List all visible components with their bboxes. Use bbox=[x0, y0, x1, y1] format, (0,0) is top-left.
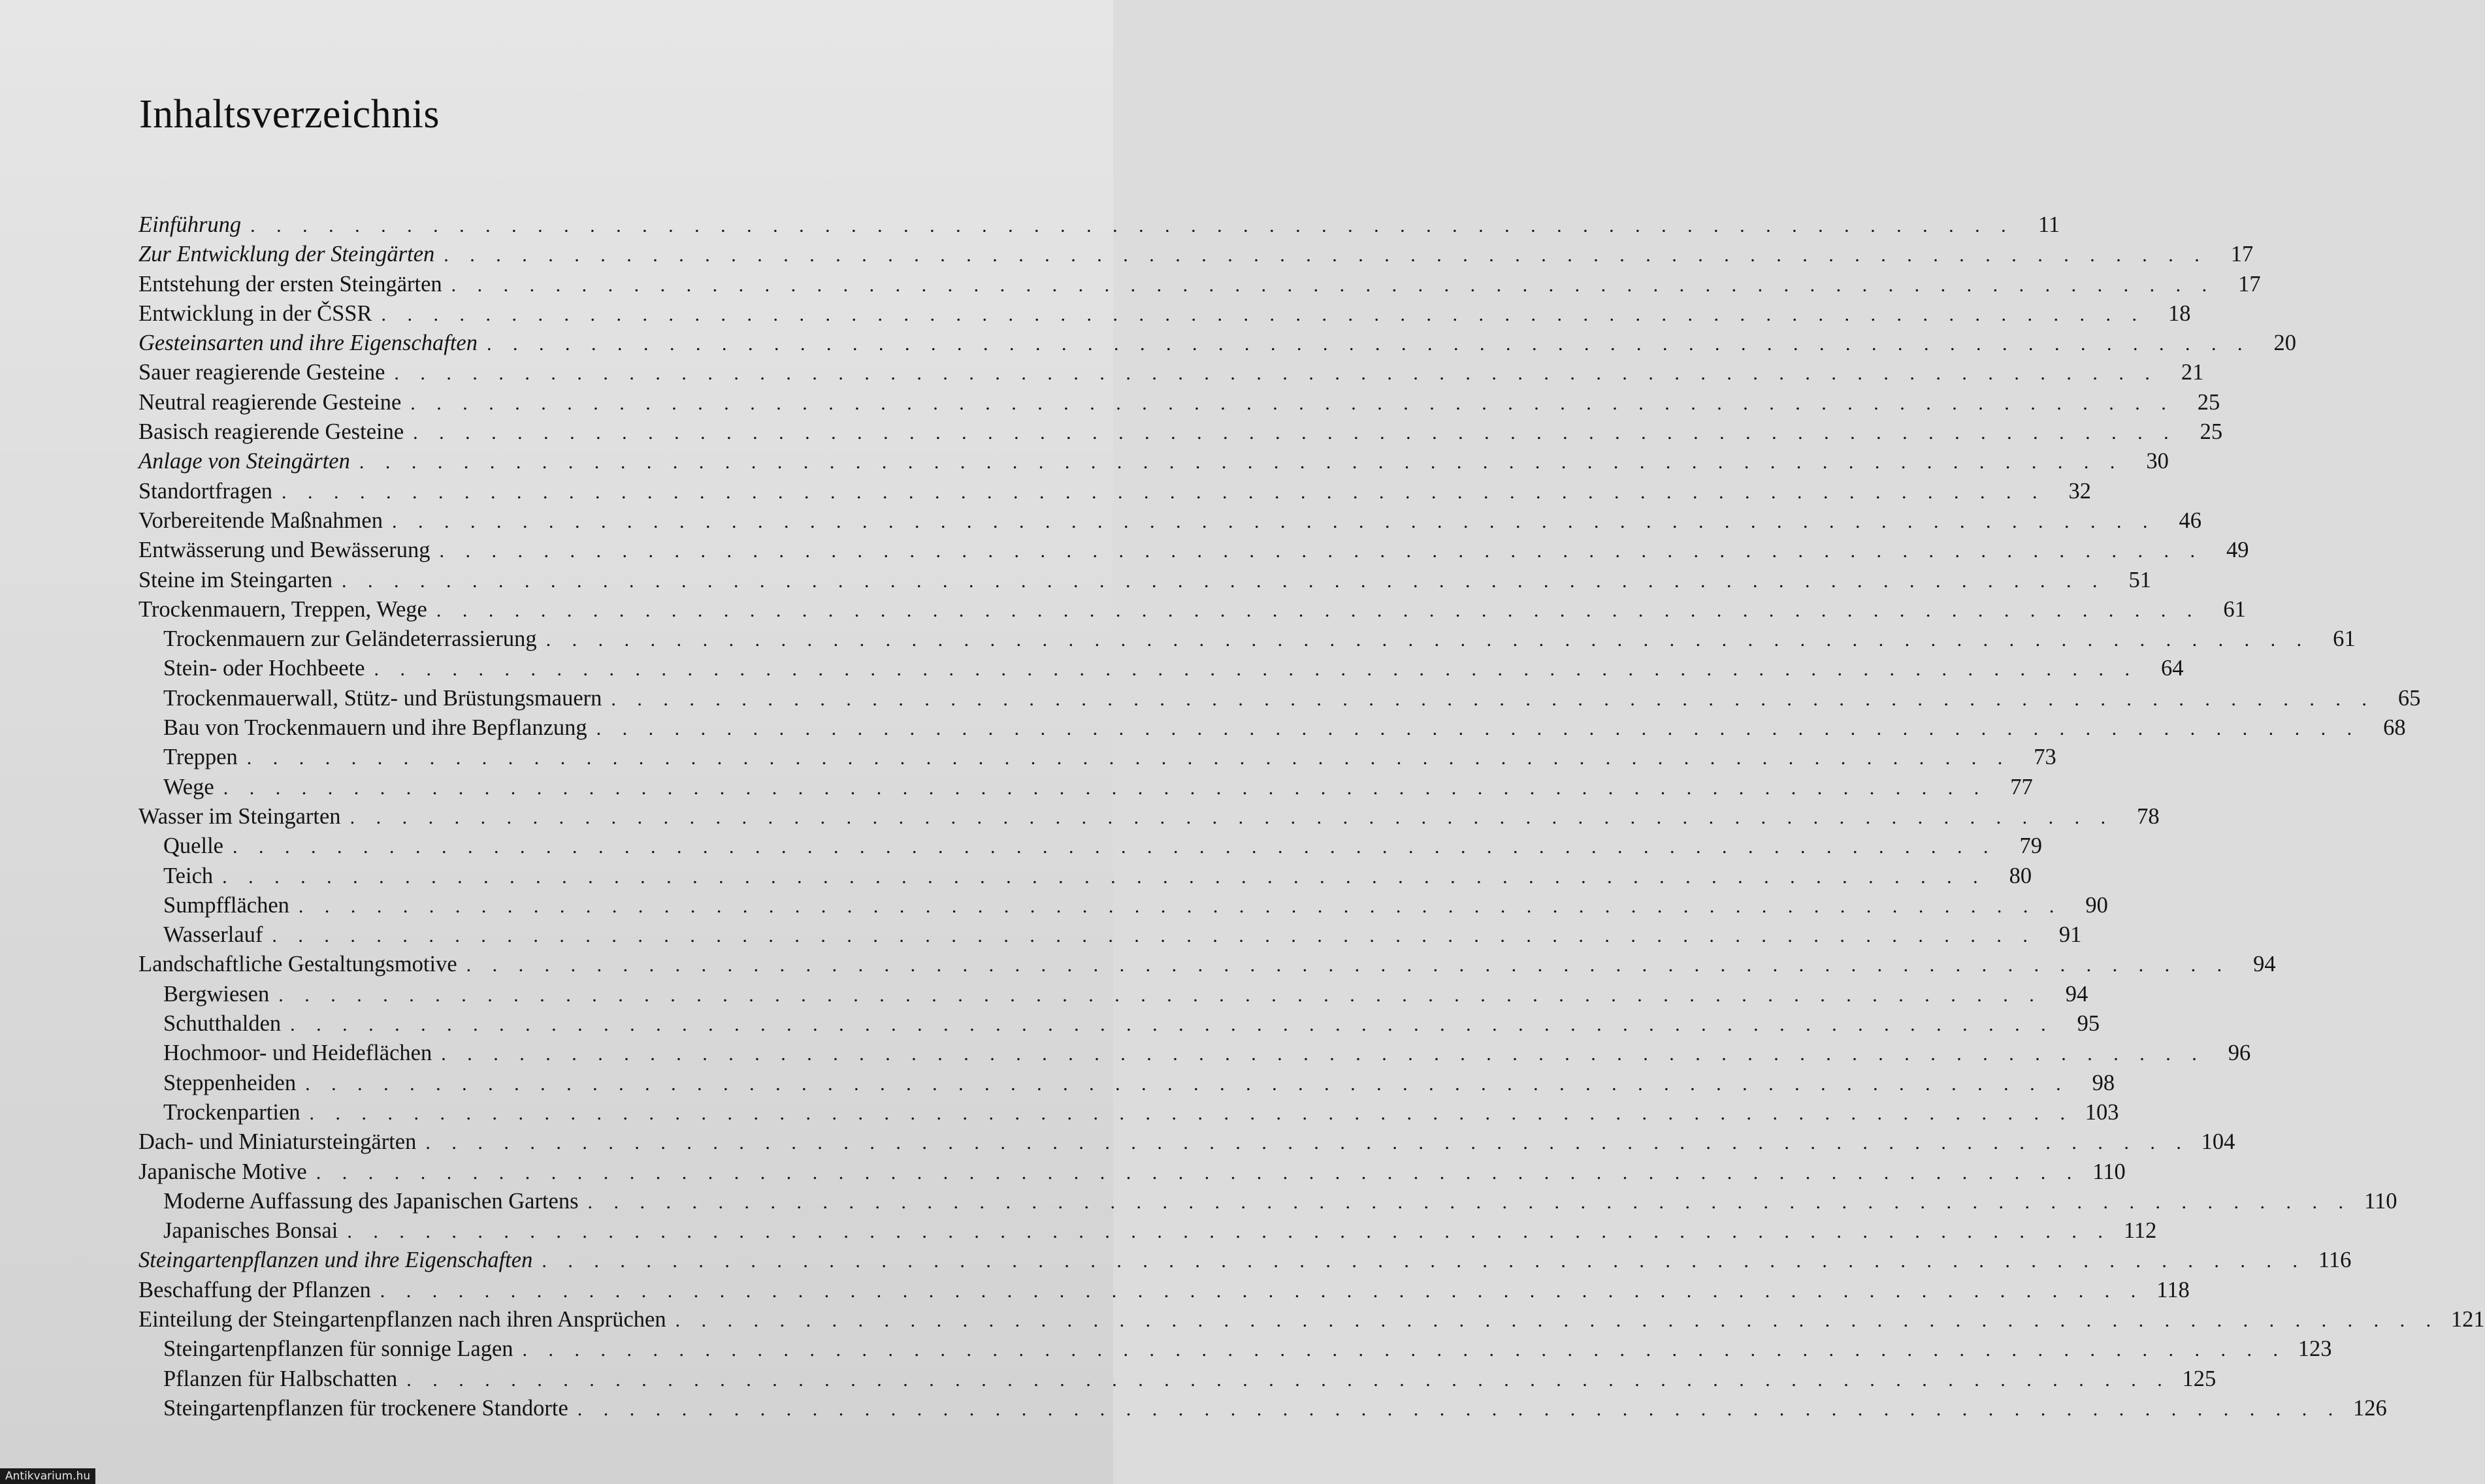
toc-leader-dots: . . . . . . . . . . . . . . . . . . . . . . . . . . . . . . . . . . . . . . . . . . . . . . . . . . . . . . . . . . . . . . . . . . . . bbox=[347, 1221, 2111, 1243]
toc-entry bbox=[138, 1364, 2217, 1394]
toc-entry bbox=[138, 950, 2276, 979]
toc-entry bbox=[138, 210, 2060, 240]
toc-page-number: 51 bbox=[2128, 567, 2152, 592]
toc-entry-title: Steine im Steingarten bbox=[138, 567, 333, 592]
toc-entry bbox=[138, 862, 2032, 891]
toc-page-number: 68 bbox=[2383, 715, 2406, 741]
toc-entry-title: Schutthalden bbox=[163, 1011, 282, 1037]
toc-entry-title: Bergwiesen bbox=[163, 981, 270, 1007]
toc-page-number: 20 bbox=[2273, 331, 2296, 356]
toc-entry bbox=[138, 240, 2254, 269]
toc-page-number: 64 bbox=[2160, 656, 2184, 681]
toc-leader-dots: . . . . . . . . . . . . . . . . . . . . . . . . . . . . . . . . . . . . . . . . . . . . . . . . . . . . . . . . . . . . . . . . . . . . bbox=[522, 1339, 2286, 1361]
toc-page-number: 123 bbox=[2298, 1336, 2332, 1362]
toc-page-number: 118 bbox=[2156, 1277, 2190, 1302]
toc-leader-dots: . . . . . . . . . . . . . . . . . . . . . . . . . . . . . . . . . . . . . . . . . . . . . . . . . . . . . . . . . . . . . . . . . . . . bbox=[596, 718, 2360, 740]
toc-page-number: 79 bbox=[2019, 833, 2042, 859]
toc-entry bbox=[138, 1157, 2126, 1187]
toc-entry-title: Vorbereitende Maßnahmen bbox=[138, 508, 383, 533]
toc-page-number: 126 bbox=[2353, 1395, 2387, 1421]
toc-page-number: 125 bbox=[2182, 1366, 2217, 1391]
toc-page-number: 73 bbox=[2034, 745, 2056, 770]
toc-entry-title: Entwicklung in der ČSSR bbox=[138, 300, 372, 326]
toc-entry-title: Japanisches Bonsai bbox=[163, 1218, 338, 1244]
toc-page-number: 49 bbox=[2226, 538, 2249, 563]
toc-entry bbox=[138, 1187, 2397, 1216]
toc-leader-dots: . . . . . . . . . . . . . . . . . . . . . . . . . . . . . . . . . . . . . . . . . . . . . . . . . . . . . . . . . . . . . . . . . . . . bbox=[587, 1191, 2352, 1213]
toc-entry-title: Wasserlauf bbox=[163, 922, 263, 948]
toc-page-number: 80 bbox=[2009, 863, 2032, 888]
toc-leader-dots: . . . . . . . . . . . . . . . . . . . . . . . . . . . . . . . . . . . . . . . . . . . . . . . . . . . . . . . . . . . . . . . . . . . . bbox=[380, 1280, 2144, 1302]
toc-entry-title: Anlage von Steingärten bbox=[138, 449, 350, 474]
toc-page-number: 30 bbox=[2146, 449, 2169, 474]
toc-entry-title: Entwässerung und Bewässerung bbox=[138, 538, 430, 563]
toc-entry-title: Zur Entwicklung der Steingärten bbox=[138, 242, 435, 267]
toc-leader-dots: . . . . . . . . . . . . . . . . . . . . . . . . . . . . . . . . . . . . . . . . . . . . . . . . . . . . . . . . . . . . . . . . . . . . bbox=[222, 865, 1987, 888]
toc-entry bbox=[138, 1098, 2119, 1127]
toc-page-number: 32 bbox=[2068, 478, 2092, 504]
toc-leader-dots: . . . . . . . . . . . . . . . . . . . . . . . . . . . . . . . . . . . . . . . . . . . . . . . . . . . . . . . . . . . . . . . . . . . . bbox=[282, 481, 2046, 503]
toc-entry bbox=[138, 802, 2160, 831]
toc-entry bbox=[138, 388, 2220, 417]
toc-leader-dots: . . . . . . . . . . . . . . . . . . . . . . . . . . . . . . . . . . . . . . . . . . . . . . . . . . . . . . . . . . . . . . . . . . . . bbox=[444, 244, 2208, 266]
toc-entry-title: Steingartenpflanzen und ihre Eigenschaften bbox=[138, 1248, 533, 1273]
toc-entry bbox=[138, 566, 2152, 595]
toc-entry bbox=[138, 1246, 2352, 1275]
toc-leader-dots: . . . . . . . . . . . . . . . . . . . . . . . . . . . . . . . . . . . . . . . . . . . . . . . . . . . . . . . . . . . . . . . . . . . . bbox=[250, 215, 2015, 236]
toc-leader-dots: . . . . . . . . . . . . . . . . . . . . . . . . . . . . . . . . . . . . . . . . . . . . . . . . . . . . . . . . . . . . . . . . . . . . bbox=[232, 836, 1996, 858]
toc-page-number: 104 bbox=[2201, 1129, 2235, 1155]
toc-leader-dots: . . . . . . . . . . . . . . . . . . . . . . . . . . . . . . . . . . . . . . . . . . . . . . . . . . . . . . . . . . . . . . . . . . . . bbox=[487, 333, 2250, 355]
toc-page-number: 94 bbox=[2065, 981, 2088, 1007]
toc-leader-dots: . . . . . . . . . . . . . . . . . . . . . . . . . . . . . . . . . . . . . . . . . . . . . . . . . . . . . . . . . . . . . . . . . . . . bbox=[466, 954, 2230, 976]
toc-entry bbox=[138, 1009, 2100, 1039]
toc-leader-dots: . . . . . . . . . . . . . . . . . . . . . . . . . . . . . . . . . . . . . . . . . . . . . . . . . . . . . . . . . . . . . . . . . . . . bbox=[436, 599, 2200, 621]
toc-entry bbox=[138, 270, 2261, 299]
toc-entry bbox=[138, 743, 2056, 772]
toc-entry-title: Gesteinsarten und ihre Eigenschaften bbox=[138, 331, 478, 356]
toc-entry bbox=[138, 329, 2296, 358]
table-of-contents bbox=[138, 210, 2485, 1423]
toc-leader-dots: . . . . . . . . . . . . . . . . . . . . . . . . . . . . . . . . . . . . . . . . . . . . . . . . . . . . . . . . . . . . . . . . . . . . bbox=[545, 629, 2310, 651]
toc-leader-dots: . . . . . . . . . . . . . . . . . . . . . . . . . . . . . . . . . . . . . . . . . . . . . . . . . . . . . . . . . . . . . . . . . . . . bbox=[309, 1102, 2073, 1124]
toc-entry-title: Wasser im Steingarten bbox=[138, 803, 341, 829]
toc-entry-title: Trockenpartien bbox=[163, 1099, 300, 1125]
toc-entry-title: Einteilung der Steingartenpflanzen nach ihren Ansprüchen bbox=[138, 1306, 666, 1332]
toc-entry bbox=[138, 654, 2184, 683]
toc-entry-title: Landschaftliche Gestaltungsmotive bbox=[138, 952, 457, 977]
toc-leader-dots: . . . . . . . . . . . . . . . . . . . . . . . . . . . . . . . . . . . . . . . . . . . . . . . . . . . . . . . . . . . . . . . . . . . . bbox=[542, 1250, 2306, 1272]
toc-page-number: 98 bbox=[2092, 1070, 2115, 1095]
toc-entry-title: Basisch reagierende Gesteine bbox=[138, 419, 404, 445]
toc-page-number: 94 bbox=[2253, 952, 2276, 977]
toc-leader-dots: . . . . . . . . . . . . . . . . . . . . . . . . . . . . . . . . . . . . . . . . . . . . . . . . . . . . . . . . . . . . . . . . . . . . bbox=[391, 510, 2156, 532]
toc-entry-title: Beschaffung der Pflanzen bbox=[138, 1277, 371, 1302]
toc-entry-title: Moderne Auffassung des Japanischen Gartens bbox=[163, 1188, 579, 1214]
toc-leader-dots: . . . . . . . . . . . . . . . . . . . . . . . . . . . . . . . . . . . . . . . . . . . . . . . . . . . . . . . . . . . . . . . . . . . . bbox=[305, 1073, 2070, 1095]
toc-page-number: 112 bbox=[2123, 1218, 2157, 1244]
page-title: Inhaltsverzeichnis bbox=[139, 92, 440, 137]
toc-leader-dots: . . . . . . . . . . . . . . . . . . . . . . . . . . . . . . . . . . . . . . . . . . . . . . . . . . . . . . . . . . . . . . . . . . . . bbox=[359, 451, 2123, 474]
toc-page-number: 25 bbox=[2200, 419, 2223, 445]
toc-leader-dots: . . . . . . . . . . . . . . . . . . . . . . . . . . . . . . . . . . . . . . . . . . . . . . . . . . . . . . . . . . . . . . . . . . . . bbox=[223, 777, 1987, 799]
toc-leader-dots: . . . . . . . . . . . . . . . . . . . . . . . . . . . . . . . . . . . . . . . . . . . . . . . . . . . . . . . . . . . . . . . . . . . . bbox=[577, 1398, 2341, 1420]
toc-page-number: 96 bbox=[2228, 1040, 2251, 1066]
toc-leader-dots: . . . . . . . . . . . . . . . . . . . . . . . . . . . . . . . . . . . . . . . . . . . . . . . . . . . . . . . . . . . . . . . . . . . . bbox=[406, 1368, 2171, 1391]
toc-entry bbox=[138, 1127, 2235, 1157]
toc-entry bbox=[138, 1276, 2190, 1305]
toc-page-number: 91 bbox=[2058, 922, 2082, 948]
toc-page-number: 121 bbox=[2450, 1306, 2485, 1332]
toc-leader-dots: . . . . . . . . . . . . . . . . . . . . . . . . . . . . . . . . . . . . . . . . . . . . . . . . . . . . . . . . . . . . . . . . . . . . bbox=[349, 806, 2114, 828]
toc-page-number: 90 bbox=[2085, 892, 2108, 918]
toc-entry bbox=[138, 1394, 2387, 1423]
toc-entry bbox=[138, 1069, 2115, 1098]
toc-leader-dots: . . . . . . . . . . . . . . . . . . . . . . . . . . . . . . . . . . . . . . . . . . . . . . . . . . . . . . . . . . . . . . . . . . . . bbox=[410, 392, 2175, 414]
toc-leader-dots: . . . . . . . . . . . . . . . . . . . . . . . . . . . . . . . . . . . . . . . . . . . . . . . . . . . . . . . . . . . . . . . . . . . . bbox=[290, 1014, 2055, 1036]
toc-entry-title: Steingartenpflanzen für sonnige Lagen bbox=[163, 1336, 513, 1362]
toc-entry-title: Entstehung der ersten Steingärten bbox=[138, 271, 442, 297]
toc-page-number: 110 bbox=[2092, 1159, 2126, 1184]
toc-entry-title: Pflanzen für Halbschatten bbox=[163, 1366, 398, 1391]
toc-entry-title: Wege bbox=[163, 774, 214, 799]
toc-entry-title: Steingartenpflanzen für trockenere Standorte bbox=[163, 1395, 568, 1421]
toc-entry bbox=[138, 1216, 2157, 1246]
toc-entry bbox=[138, 595, 2246, 624]
toc-entry bbox=[138, 447, 2169, 476]
toc-entry bbox=[138, 1039, 2251, 1068]
toc-page-number: 46 bbox=[2179, 508, 2201, 533]
toc-leader-dots: . . . . . . . . . . . . . . . . . . . . . . . . . . . . . . . . . . . . . . . . . . . . . . . . . . . . . . . . . . . . . . . . . . . . bbox=[675, 1309, 2439, 1331]
toc-entry bbox=[138, 624, 2356, 654]
toc-entry-title: Trockenmauerwall, Stütz- und Brüstungsmauern bbox=[163, 685, 602, 711]
toc-entry bbox=[138, 773, 2033, 802]
toc-entry bbox=[138, 684, 2421, 713]
toc-entry-title: Treppen bbox=[163, 745, 238, 770]
toc-entry-title: Neutral reagierende Gesteine bbox=[138, 389, 402, 415]
toc-leader-dots: . . . . . . . . . . . . . . . . . . . . . . . . . . . . . . . . . . . . . . . . . . . . . . . . . . . . . . . . . . . . . . . . . . . . bbox=[316, 1161, 2080, 1184]
toc-entry bbox=[138, 477, 2092, 506]
toc-leader-dots: . . . . . . . . . . . . . . . . . . . . . . . . . . . . . . . . . . . . . . . . . . . . . . . . . . . . . . . . . . . . . . . . . . . . bbox=[374, 658, 2138, 681]
toc-leader-dots: . . . . . . . . . . . . . . . . . . . . . . . . . . . . . . . . . . . . . . . . . . . . . . . . . . . . . . . . . . . . . . . . . . . . bbox=[611, 688, 2375, 710]
toc-entry-title: Dach- und Miniatursteingärten bbox=[138, 1129, 417, 1155]
toc-leader-dots: . . . . . . . . . . . . . . . . . . . . . . . . . . . . . . . . . . . . . . . . . . . . . . . . . . . . . . . . . . . . . . . . . . . . bbox=[441, 1043, 2205, 1065]
toc-entry-title: Trockenmauern zur Geländeterrassierung bbox=[163, 626, 537, 652]
toc-entry bbox=[138, 713, 2406, 743]
toc-entry-title: Trockenmauern, Treppen, Wege bbox=[138, 596, 427, 622]
toc-page-number: 78 bbox=[2137, 803, 2160, 829]
toc-leader-dots: . . . . . . . . . . . . . . . . . . . . . . . . . . . . . . . . . . . . . . . . . . . . . . . . . . . . . . . . . . . . . . . . . . . . bbox=[439, 540, 2203, 562]
toc-leader-dots: . . . . . . . . . . . . . . . . . . . . . . . . . . . . . . . . . . . . . . . . . . . . . . . . . . . . . . . . . . . . . . . . . . . . bbox=[298, 895, 2062, 917]
toc-page-number: 21 bbox=[2181, 360, 2204, 385]
toc-entry bbox=[138, 831, 2042, 861]
toc-entry bbox=[138, 299, 2191, 329]
toc-entry-title: Bau von Trockenmauern und ihre Bepflanzung bbox=[163, 715, 587, 741]
toc-entry-title: Steppenheiden bbox=[163, 1070, 297, 1095]
toc-entry bbox=[138, 417, 2223, 447]
toc-entry-title: Sauer reagierende Gesteine bbox=[138, 360, 385, 385]
toc-page-number: 17 bbox=[2230, 242, 2254, 267]
toc-entry bbox=[138, 506, 2201, 536]
toc-entry bbox=[138, 920, 2082, 950]
toc-entry bbox=[138, 1334, 2332, 1364]
toc-entry bbox=[138, 891, 2108, 920]
toc-entry bbox=[138, 536, 2249, 565]
toc-leader-dots: . . . . . . . . . . . . . . . . . . . . . . . . . . . . . . . . . . . . . . . . . . . . . . . . . . . . . . . . . . . . . . . . . . . . bbox=[342, 570, 2106, 592]
toc-leader-dots: . . . . . . . . . . . . . . . . . . . . . . . . . . . . . . . . . . . . . . . . . . . . . . . . . . . . . . . . . . . . . . . . . . . . bbox=[425, 1132, 2190, 1154]
toc-page-number: 95 bbox=[2077, 1011, 2100, 1037]
toc-leader-dots: . . . . . . . . . . . . . . . . . . . . . . . . . . . . . . . . . . . . . . . . . . . . . . . . . . . . . . . . . . . . . . . . . . . . bbox=[451, 274, 2215, 296]
toc-leader-dots: . . . . . . . . . . . . . . . . . . . . . . . . . . . . . . . . . . . . . . . . . . . . . . . . . . . . . . . . . . . . . . . . . . . . bbox=[246, 747, 2011, 769]
toc-leader-dots: . . . . . . . . . . . . . . . . . . . . . . . . . . . . . . . . . . . . . . . . . . . . . . . . . . . . . . . . . . . . . . . . . . . . bbox=[394, 363, 2158, 385]
toc-entry bbox=[138, 358, 2204, 387]
toc-leader-dots: . . . . . . . . . . . . . . . . . . . . . . . . . . . . . . . . . . . . . . . . . . . . . . . . . . . . . . . . . . . . . . . . . . . . bbox=[413, 422, 2177, 444]
toc-entry-title: Stein- oder Hochbeete bbox=[163, 656, 365, 681]
toc-page-number: 25 bbox=[2197, 389, 2220, 415]
toc-entry-title: Sumpfflächen bbox=[163, 892, 289, 918]
toc-leader-dots: . . . . . . . . . . . . . . . . . . . . . . . . . . . . . . . . . . . . . . . . . . . . . . . . . . . . . . . . . . . . . . . . . . . . bbox=[381, 303, 2145, 325]
toc-leader-dots: . . . . . . . . . . . . . . . . . . . . . . . . . . . . . . . . . . . . . . . . . . . . . . . . . . . . . . . . . . . . . . . . . . . . bbox=[272, 925, 2036, 947]
toc-entry-title: Japanische Motive bbox=[138, 1159, 307, 1184]
toc-page-number: 103 bbox=[2085, 1099, 2119, 1125]
toc-entry bbox=[138, 1305, 2485, 1334]
toc-entry-title: Teich bbox=[163, 863, 214, 888]
toc-page-number: 61 bbox=[2333, 626, 2356, 652]
toc-leader-dots: . . . . . . . . . . . . . . . . . . . . . . . . . . . . . . . . . . . . . . . . . . . . . . . . . . . . . . . . . . . . . . . . . . . . bbox=[278, 984, 2043, 1006]
toc-page-number: 65 bbox=[2397, 685, 2421, 711]
toc-entry-title: Quelle bbox=[163, 833, 223, 859]
toc-page-number: 18 bbox=[2168, 300, 2191, 326]
toc-page-number: 116 bbox=[2318, 1248, 2352, 1273]
toc-page-number: 61 bbox=[2223, 596, 2246, 622]
toc-page-number: 11 bbox=[2038, 212, 2060, 237]
toc-page-number: 77 bbox=[2010, 774, 2033, 799]
toc-entry-title: Hochmoor- und Heideflächen bbox=[163, 1040, 432, 1066]
toc-entry bbox=[138, 980, 2088, 1009]
toc-page-number: 17 bbox=[2238, 271, 2261, 297]
toc-page-number: 110 bbox=[2364, 1188, 2397, 1214]
toc-entry-title: Standortfragen bbox=[138, 478, 273, 504]
toc-entry-title: Einführung bbox=[138, 212, 242, 237]
watermark: Antikvarium.hu bbox=[0, 1468, 95, 1484]
